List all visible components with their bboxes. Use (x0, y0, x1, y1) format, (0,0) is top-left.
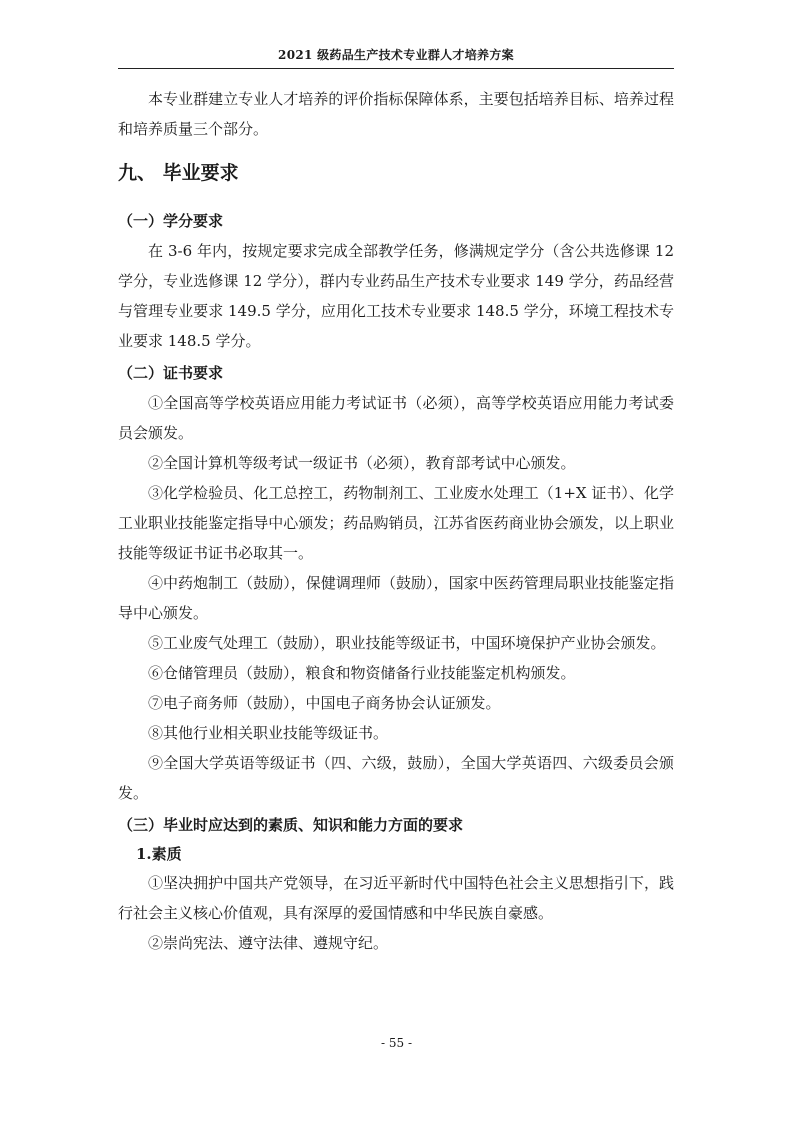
subheading-quality: 1.素质 (136, 845, 182, 863)
certificate-item: ⑤工业废气处理工（鼓励），职业技能等级证书，中国环境保护产业协会颁发。 (148, 634, 666, 652)
certificate-item: ④中药炮制工（鼓励），保健调理师（鼓励），国家中医药管理局职业技能鉴定指导中心颁发。 (118, 574, 674, 622)
quality-item: ②崇尚宪法、遵守法律、遵规守纪。 (148, 934, 389, 952)
header-rule (118, 68, 674, 69)
certificate-item: ①全国高等学校英语应用能力考试证书（必须），高等学校英语应用能力考试委员会颁发。 (118, 394, 674, 442)
chapter-title: 九、 毕业要求 (118, 162, 239, 184)
section-heading-credit: （一）学分要求 (118, 212, 224, 230)
page-header-title: 2021 级药品生产技术专业群人才培养方案 (278, 48, 514, 62)
intro-paragraph: 本专业群建立专业人才培养的评价指标保障体系，主要包括培养目标、培养过程和培养质量三个部分。 (118, 90, 674, 138)
section-heading-certificate: （二）证书要求 (118, 364, 224, 382)
certificate-item: ⑨全国大学英语等级证书（四、六级，鼓励），全国大学英语四、六级委员会颁发。 (118, 754, 674, 802)
page-number: - 55 - (380, 1036, 412, 1050)
certificate-item: ③化学检验员、化工总控工，药物制剂工、工业废水处理工（1+X 证书）、化学工业职业技能鉴定指导中心颁发；药品购销员，江苏省医药商业协会颁发，以上职业技能等级证书证书必取其一。 (118, 484, 674, 562)
certificate-item: ②全国计算机等级考试一级证书（必须），教育部考试中心颁发。 (148, 454, 576, 472)
certificate-item: ⑦电子商务师（鼓励），中国电子商务协会认证颁发。 (148, 694, 501, 712)
certificate-item: ⑥仓储管理员（鼓励），粮食和物资储备行业技能鉴定机构颁发。 (148, 664, 576, 682)
certificate-item: ⑧其他行业相关职业技能等级证书。 (148, 724, 389, 742)
section-heading-graduation: （三）毕业时应达到的素质、知识和能力方面的要求 (118, 816, 464, 834)
quality-item: ①坚决拥护中国共产党领导，在习近平新时代中国特色社会主义思想指引下，践行社会主义核心价值观，具有深厚的爱国情感和中华民族自豪感。 (118, 874, 674, 922)
credit-paragraph: 在 3-6 年内，按规定要求完成全部教学任务，修满规定学分（含公共选修课 12 学分，专业选修课 12 学分），群内专业药品生产技术专业要求 149 学分，药品经营与管理专业要求 149.5 学分，应用化工技术专业要求 148.5 学分，环境工程技术专业要求 148.5 学分。 (118, 242, 674, 350)
page-content (118, 84, 674, 958)
